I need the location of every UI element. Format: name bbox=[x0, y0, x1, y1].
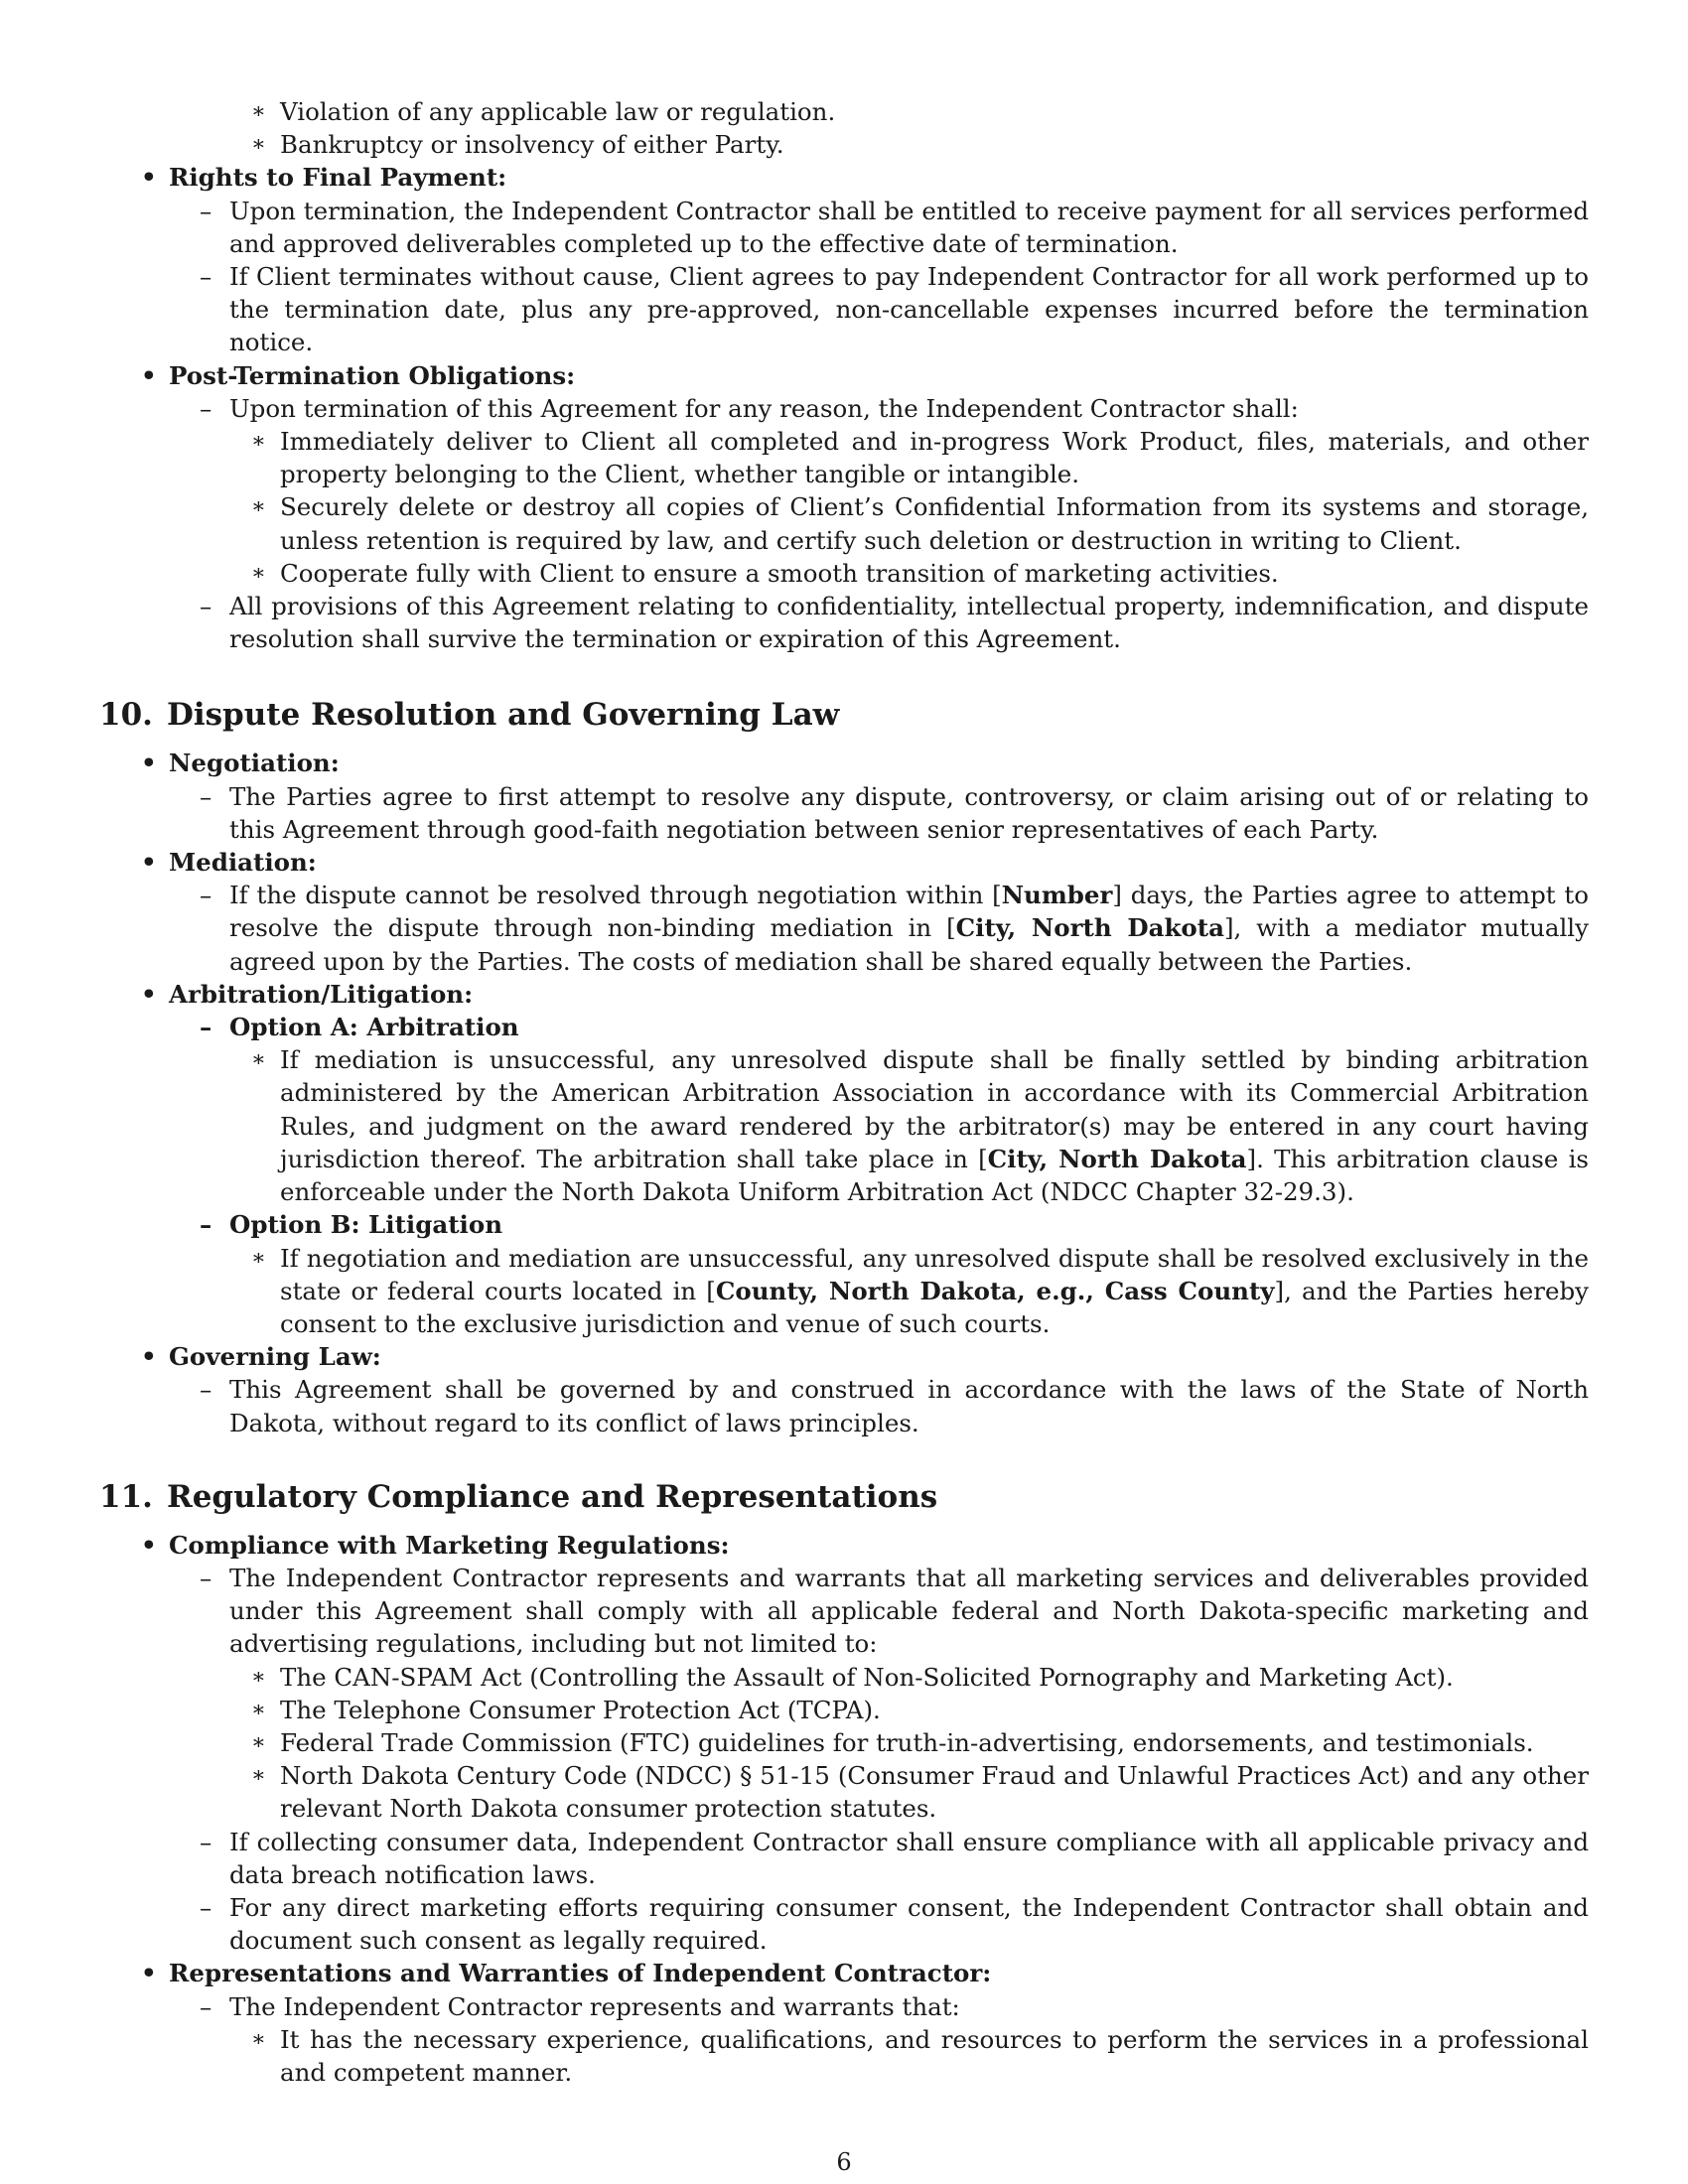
list-item: – If collecting consumer data, Independent Contractor shall ensure compliance with all applicable privacy and data breach notification laws. bbox=[200, 1827, 1589, 1889]
dash-bullet-icon: – bbox=[200, 1827, 212, 1856]
list-item: – If Client terminates without cause, Client agrees to pay Independent Contractor for all work performed up to the termination date, plus any pre-approved, non-cancellable expenses incurred before the termination notice. bbox=[200, 262, 1589, 357]
section-10-heading: 10. Dispute Resolution and Governing Law bbox=[99, 697, 840, 734]
section-11-heading: 11. Regulatory Compliance and Representations bbox=[99, 1478, 938, 1515]
representations-heading: • Representations and Warranties of Independent Contractor: bbox=[169, 1957, 1589, 1989]
dash-bullet-icon: – bbox=[200, 1991, 212, 2021]
post-termination-heading: • Post-Termination Obligations: bbox=[169, 359, 1589, 392]
list-item: – The Independent Contractor represents and warrants that: bbox=[229, 1990, 1589, 2023]
dash-bullet-icon: – bbox=[200, 1563, 212, 1592]
asterisk-bullet-icon: ∗ bbox=[251, 99, 266, 124]
asterisk-bullet-icon: ∗ bbox=[251, 1664, 266, 1690]
bullet-icon: • bbox=[141, 979, 157, 1009]
bullet-icon: • bbox=[141, 163, 157, 193]
bullet-icon: • bbox=[141, 1530, 157, 1560]
asterisk-bullet-icon: ∗ bbox=[251, 494, 266, 520]
list-item: ∗ Cooperate fully with Client to ensure a smooth transition of marketing activities. bbox=[280, 557, 1589, 590]
placeholder-city: City, North Dakota bbox=[987, 1144, 1247, 1173]
governing-law-heading: • Governing Law: bbox=[169, 1340, 1589, 1373]
list-item: ∗ North Dakota Century Code (NDCC) § 51-15 (Consumer Fraud and Unlawful Practices Act) and any other relevant North Dakota consumer protection statutes. bbox=[251, 1761, 1589, 1824]
option-a-heading: – Option A: Arbitration bbox=[229, 1011, 1589, 1043]
list-item: – If the dispute cannot be resolved through negotiation within [Number] days, the Parties agree to attempt to resolve the dispute through non-binding mediation in [City, North Dakota], with a mediator mutually agreed upon by the Parties. The costs of mediation shall be shared equally between the Parties. bbox=[200, 881, 1589, 976]
list-item: ∗ Violation of any applicable law or regulation. bbox=[280, 95, 1589, 128]
dash-bullet-icon: – bbox=[200, 393, 212, 423]
asterisk-bullet-icon: ∗ bbox=[251, 560, 266, 586]
list-item: – Upon termination, the Independent Contractor shall be entitled to receive payment for all services performed and approved deliverables completed up to the effective date of termination. bbox=[200, 196, 1589, 258]
option-b-heading: – Option B: Litigation bbox=[229, 1208, 1589, 1241]
bullet-icon: • bbox=[141, 1959, 157, 1988]
list-item: ∗ The CAN-SPAM Act (Controlling the Assault of Non-Solicited Pornography and Marketing Act). bbox=[280, 1661, 1589, 1694]
bullet-icon: • bbox=[141, 360, 157, 390]
page-number: 6 bbox=[836, 2148, 852, 2176]
list-item: ∗ It has the necessary experience, qualifications, and resources to perform the services in a professional and competent manner. bbox=[251, 2024, 1589, 2087]
list-item: ∗ Bankruptcy or insolvency of either Party. bbox=[280, 128, 1589, 161]
list-item: ∗ Federal Trade Commission (FTC) guidelines for truth-in-advertising, endorsements, and testimonials. bbox=[280, 1726, 1589, 1759]
negotiation-heading: • Negotiation: bbox=[169, 747, 1589, 779]
asterisk-bullet-icon: ∗ bbox=[251, 429, 266, 455]
list-item: – This Agreement shall be governed by and construed in accordance with the laws of the State of North Dakota, without regard to its conflict of laws principles. bbox=[200, 1375, 1589, 1437]
compliance-heading: • Compliance with Marketing Regulations: bbox=[169, 1529, 1589, 1562]
placeholder-county: County, North Dakota, e.g., Cass County bbox=[715, 1276, 1275, 1305]
list-item: ∗ If negotiation and mediation are unsuccessful, any unresolved dispute shall be resolved exclusively in the state or federal courts located in [County, North Dakota, e.g., Cass County], and the Parties hereby consent to the exclusive jurisdiction and venue of such courts. bbox=[251, 1243, 1589, 1338]
list-item: – Upon termination of this Agreement for any reason, the Independent Contractor shall: bbox=[229, 392, 1589, 425]
list-item: – For any direct marketing efforts requiring consumer consent, the Independent Contractor shall obtain and document such consent as legally required. bbox=[200, 1892, 1589, 1956]
list-item: ∗ The Telephone Consumer Protection Act (TCPA). bbox=[280, 1694, 1589, 1726]
placeholder-city: City, North Dakota bbox=[955, 913, 1224, 943]
dash-bullet-icon: – bbox=[200, 196, 212, 225]
list-item: – All provisions of this Agreement relating to confidentiality, intellectual property, indemnification, and dispute resolution shall survive the termination or expiration of this Agreement. bbox=[200, 592, 1589, 654]
asterisk-bullet-icon: ∗ bbox=[251, 132, 266, 158]
arbitration-heading: • Arbitration/Litigation: bbox=[169, 978, 1589, 1011]
list-item: ∗ Immediately deliver to Client all completed and in-progress Work Product, files, materials, and other property belonging to the Client, whether tangible or intangible. bbox=[251, 427, 1589, 489]
asterisk-bullet-icon: ∗ bbox=[251, 1047, 266, 1073]
asterisk-bullet-icon: ∗ bbox=[251, 2026, 266, 2052]
list-item: – The Parties agree to first attempt to resolve any dispute, controversy, or claim arising out of or relating to this Agreement through good-faith negotiation between senior representatives of each Party. bbox=[200, 781, 1589, 844]
bullet-icon: • bbox=[141, 1342, 157, 1372]
dash-bullet-icon: – bbox=[200, 592, 212, 621]
list-item: ∗ Securely delete or destroy all copies of Client’s Confidential Information from its systems and storage, unless retention is required by law, and certify such deletion or destruction in writing to Client. bbox=[251, 492, 1589, 555]
final-payment-heading: • Rights to Final Payment: bbox=[169, 161, 1589, 194]
dash-bullet-icon: – bbox=[200, 1210, 212, 1240]
dash-bullet-icon: – bbox=[200, 881, 212, 910]
list-item: ∗ If mediation is unsuccessful, any unresolved dispute shall be finally settled by binding arbitration administered by the American Arbitration Association in accordance with its Commercial Arbitration Rules, and judgment on the award rendered by the arbitrator(s) may be entered in any court having jurisdiction thereof. The arbitration shall take place in [City, North Dakota]. This arbitration clause is enforceable under the North Dakota Uniform Arbitration Act (NDCC Chapter 32-29.3). bbox=[251, 1045, 1589, 1207]
dash-bullet-icon: – bbox=[200, 262, 212, 292]
document-page bbox=[99, 95, 1589, 2087]
mediation-heading: • Mediation: bbox=[169, 846, 1589, 879]
bullet-icon: • bbox=[141, 848, 157, 878]
dash-bullet-icon: – bbox=[200, 1892, 212, 1922]
asterisk-bullet-icon: ∗ bbox=[251, 1763, 266, 1789]
dash-bullet-icon: – bbox=[200, 1375, 212, 1405]
bullet-icon: • bbox=[141, 749, 157, 778]
asterisk-bullet-icon: ∗ bbox=[251, 1245, 266, 1271]
dash-bullet-icon: – bbox=[200, 781, 212, 811]
asterisk-bullet-icon: ∗ bbox=[251, 1729, 266, 1755]
placeholder-number: Number bbox=[1001, 881, 1113, 910]
asterisk-bullet-icon: ∗ bbox=[251, 1697, 266, 1722]
list-item: – The Independent Contractor represents and warrants that all marketing services and deliverables provided under this Agreement shall comply with all applicable federal and North Dakota-specific marketing and advertising regulations, including but not limited to: bbox=[200, 1563, 1589, 1659]
dash-bullet-icon: – bbox=[200, 1013, 212, 1042]
